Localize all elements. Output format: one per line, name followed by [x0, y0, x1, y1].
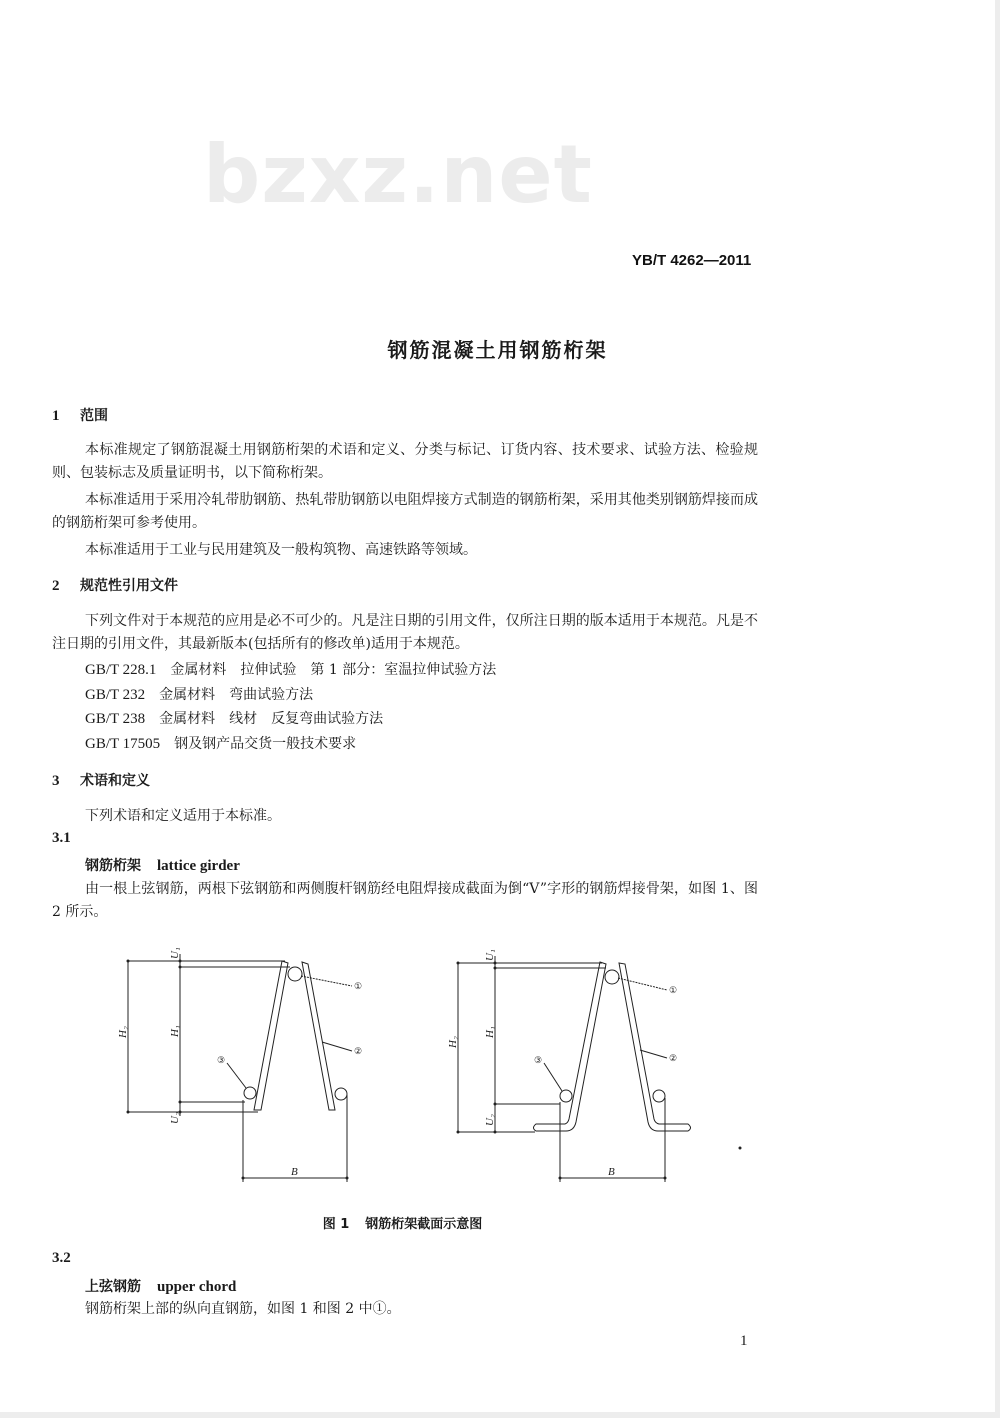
- section-number: 2: [52, 578, 60, 594]
- standard-code: YB/T 4262—2011: [632, 252, 752, 269]
- reference-code: GB/T 238: [85, 711, 146, 727]
- leader-line: [322, 1042, 352, 1051]
- section-title: 规范性引用文件: [80, 578, 178, 594]
- callout-3: ③: [534, 1055, 543, 1065]
- leader-line: [640, 1050, 667, 1058]
- caption-number: 图 1: [322, 1217, 350, 1232]
- reference-item: [85, 684, 313, 704]
- page-title: 钢筋混凝土用钢筋桁架: [387, 338, 608, 362]
- figure-2-diagram: [430, 930, 760, 1200]
- reference-part: 反复弯曲试验方法: [271, 711, 384, 727]
- label-u2: U₂: [484, 1114, 496, 1126]
- term-heading: [85, 855, 240, 875]
- web-bar-left: [254, 961, 288, 1110]
- term-definition: 钢筋桁架上部的纵向直钢筋，如图 1 和图 2 中①。: [85, 1301, 401, 1317]
- reference-part: 线材: [229, 711, 258, 727]
- figure-caption: [0, 1213, 805, 1232]
- label-u1: U₁: [484, 949, 496, 961]
- section-2-heading: [52, 575, 178, 595]
- watermark: bzxz.net: [203, 128, 593, 221]
- reference-part: 金属材料: [159, 687, 216, 703]
- caption-text: 钢筋桁架截面示意图: [365, 1217, 483, 1232]
- section-number: 3: [52, 773, 60, 789]
- leader-line: [227, 1063, 246, 1088]
- term-en: upper chord: [157, 1279, 237, 1295]
- reference-part: 第 1 部分：室温拉伸试验方法: [310, 662, 497, 678]
- section-1-paragraph: 本标准规定了钢筋混凝土用钢筋桁架的术语和定义、分类与标记、订货内容、技术要求、试验方法、检验规则、包装标志及质量证明书，以下简称桁架。: [52, 442, 758, 481]
- lower-chord-right: [653, 1090, 665, 1102]
- label-u2: U₂: [169, 1112, 181, 1124]
- reference-part: 金属材料: [170, 662, 227, 678]
- reference-item: [85, 708, 383, 728]
- label-h1: H₁: [169, 1025, 181, 1037]
- section-3-paragraph: 下列术语和定义适用于本标准。: [85, 808, 281, 824]
- term-en: lattice girder: [157, 858, 240, 874]
- leader-line: [544, 1063, 562, 1091]
- reference-part: 钢及钢产品交货一般技术要求: [174, 736, 357, 752]
- callout-1: ①: [669, 985, 678, 995]
- label-b: B: [608, 1166, 615, 1178]
- label-b: B: [291, 1166, 298, 1178]
- subsection-number: 3.2: [52, 1250, 71, 1266]
- term-heading: [85, 1276, 236, 1296]
- section-3-heading: [52, 770, 150, 790]
- reference-part: 拉伸试验: [240, 662, 297, 678]
- web-bar-right: [302, 962, 335, 1110]
- term-definition: 由一根上弦钢筋，两根下弦钢筋和两侧腹杆钢筋经电阻焊接成截面为倒“V”字形的钢筋焊接骨架，如图 1、图 2 所示。: [52, 881, 758, 920]
- section-2-paragraph: 下列文件对于本规范的应用是必不可少的。凡是注日期的引用文件，仅所注日期的版本适用于本规范。凡是不注日期的引用文件，其最新版本(包括所有的修改单)适用于本规范。: [52, 613, 758, 652]
- subsection-number: 3.1: [52, 830, 71, 846]
- callout-2: ②: [354, 1046, 363, 1056]
- web-bar-right: [619, 963, 691, 1131]
- leader-line: [618, 978, 667, 990]
- web-bar-left: [534, 962, 607, 1131]
- reference-code: GB/T 232: [85, 687, 146, 703]
- term-cn: 上弦钢筋: [85, 1279, 141, 1295]
- section-title: 术语和定义: [80, 773, 150, 789]
- section-1-paragraph: 本标准适用于采用冷轧带肋钢筋、热轧带肋钢筋以电阻焊接方式制造的钢筋桁架，采用其他类别钢筋焊接而成的钢筋桁架可参考使用。: [52, 492, 758, 531]
- term-cn: 钢筋桁架: [85, 858, 141, 874]
- upper-chord: [288, 967, 302, 981]
- reference-part: 金属材料: [159, 711, 216, 727]
- reference-part: 弯曲试验方法: [229, 687, 314, 703]
- label-u1: U₁: [169, 947, 181, 959]
- lower-chord-left: [244, 1087, 256, 1099]
- reference-code: GB/T 17505: [85, 736, 161, 752]
- upper-chord: [605, 970, 619, 984]
- callout-3: ③: [217, 1055, 226, 1065]
- page-number: 1: [740, 1333, 748, 1349]
- figure-1-diagram: [100, 930, 400, 1200]
- speck: [739, 1147, 742, 1150]
- lower-chord-right: [335, 1088, 347, 1100]
- label-h2: H₂: [447, 1036, 459, 1048]
- section-1-heading: [52, 405, 108, 425]
- callout-2: ②: [669, 1053, 678, 1063]
- reference-item: [85, 733, 356, 753]
- label-h1: H₁: [484, 1026, 496, 1038]
- leader-line: [301, 976, 352, 986]
- callout-1: ①: [354, 981, 363, 991]
- label-h2: H₂: [117, 1026, 129, 1038]
- reference-code: GB/T 228.1: [85, 662, 157, 678]
- reference-item: [85, 659, 496, 679]
- lower-chord-left: [560, 1090, 572, 1102]
- section-number: 1: [52, 408, 60, 424]
- section-title: 范围: [80, 408, 108, 424]
- section-1-paragraph: 本标准适用于工业与民用建筑及一般构筑物、高速铁路等领域。: [85, 542, 477, 558]
